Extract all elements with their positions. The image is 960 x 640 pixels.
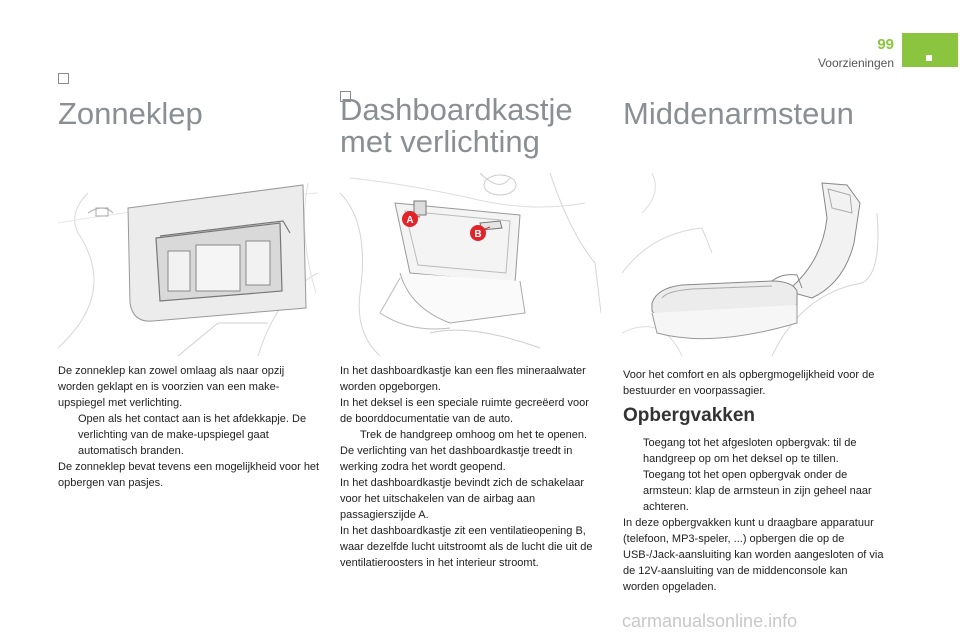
- page-number: 99: [877, 36, 894, 53]
- paragraph: In het dashboardkastje kan een fles mineraalwater worden opgeborgen.: [340, 365, 586, 393]
- bullet-text: Open als het contact aan is het afdekkapje. De verlichting van de make-upspiegel gaat automatisch branden.: [78, 413, 307, 457]
- bullet-item: [58, 411, 320, 459]
- bullet-item: [340, 427, 602, 443]
- title-middenarmsteun: Middenarmsteun: [623, 96, 854, 131]
- paragraph: In deze opbergvakken kunt u draagbare apparatuur (telefoon, MP3-speler, ...) opbergen die op de USB-/Jack-aansluiting kan worden aangesloten of via de 12V-aansluiting van de middenconsole kan worden opgeladen.: [623, 517, 884, 593]
- bullet-text: Trek de handgreep omhoog om het te openen.: [360, 429, 588, 441]
- bullet-item: [623, 467, 885, 515]
- sun-visor-illustration: [58, 173, 318, 356]
- section-tab-label: Voorzieningen: [817, 56, 894, 70]
- paragraph: De zonneklep bevat tevens een mogelijkheid voor het opbergen van pasjes.: [58, 461, 320, 489]
- title-zonneklep: Zonneklep: [58, 96, 203, 131]
- callout-a-label: A: [406, 215, 414, 226]
- paragraph: De verlichting van het dashboardkastje treedt in werking zodra het wordt geopend.: [340, 445, 573, 473]
- paragraph: In het dashboardkastje zit een ventilatieopening B, waar dezelfde lucht uitstroomt als de lucht die uit de ventilatieroosters in het interieur stroomt.: [340, 525, 593, 569]
- title-line: met verlichting: [340, 124, 540, 159]
- section-tab-block[interactable]: [902, 33, 958, 67]
- section-tab-marker-icon: [926, 55, 932, 61]
- bullet-text: Toegang tot het afgesloten opbergvak: til de handgreep op om het deksel op te tillen.: [643, 437, 857, 465]
- title-line: Dashboardkastje: [340, 92, 573, 127]
- armrest-illustration: [622, 173, 882, 356]
- bullet-item: [623, 435, 885, 467]
- column-dashboardkastje-text: [340, 363, 602, 571]
- paragraph: Voor het comfort en als opbergmogelijkheid voor de bestuurder en voorpassagier.: [623, 369, 875, 397]
- subheading-opbergvakken: Opbergvakken: [623, 405, 755, 426]
- callout-b-label: B: [474, 229, 482, 240]
- title-dashboardkastje: [340, 94, 573, 158]
- column-zonneklep-text: [58, 363, 320, 491]
- watermark-text: carmanualsonline.info: [622, 611, 798, 631]
- chapter-box-icon: [58, 73, 69, 84]
- paragraph: De zonneklep kan zowel omlaag als naar opzij worden geklapt en is voorzien van een make-upspiegel met verlichting.: [58, 365, 285, 409]
- column-middenarmsteun-text: [623, 367, 885, 595]
- bullet-text: Toegang tot het open opbergvak onder de armsteun: klap de armsteun in zijn geheel naar achteren.: [643, 469, 872, 513]
- paragraph: In het dashboardkastje bevindt zich de schakelaar voor het uitschakelen van de airbag aan passagierszijde A.: [340, 477, 584, 521]
- glovebox-illustration: [340, 173, 601, 356]
- paragraph: In het deksel is een speciale ruimte gecreëerd voor de boorddocumentatie van de auto.: [340, 397, 589, 425]
